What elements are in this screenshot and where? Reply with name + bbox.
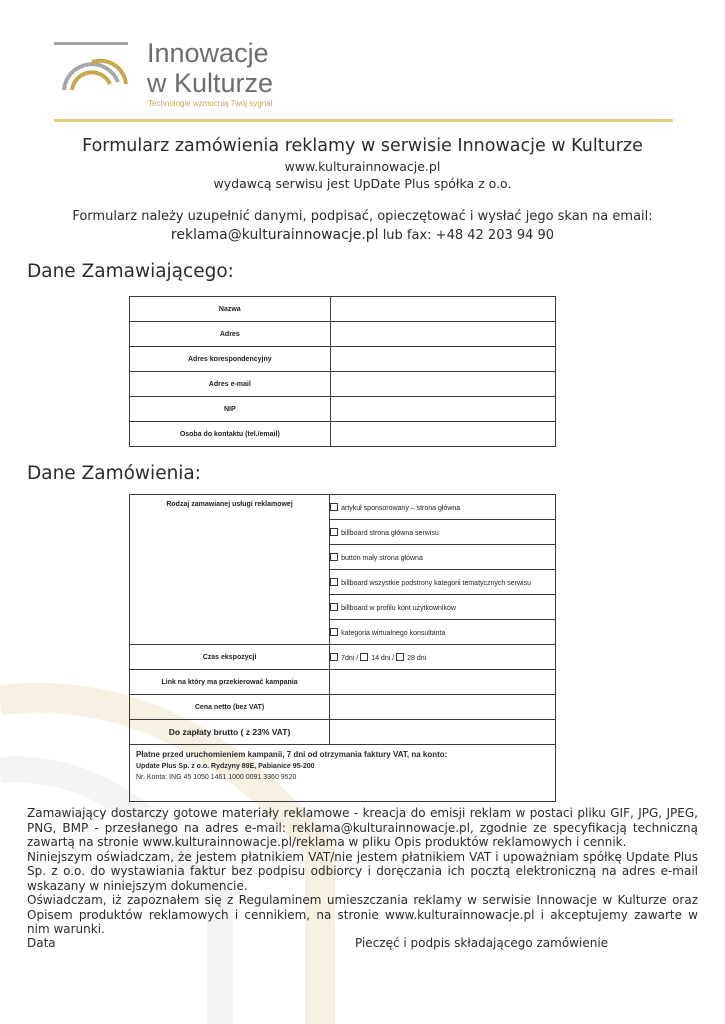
intro (0, 134, 725, 245)
net-price-field[interactable] (330, 695, 556, 720)
logo-tagline: Technologie wzmocnią Twój sygnał (148, 99, 273, 108)
document-title: Formularz zamówienia reklamy w serwisie Innowacje w Kulturze (82, 136, 643, 156)
customer-section-heading: Dane Zamawiającego: (27, 261, 234, 282)
instruction-text: Formularz należy uzupełnić danymi, podpisać, opieczętować i wysłać jego skan na email: (72, 209, 653, 224)
contact-fax: lub fax: +48 42 203 94 90 (378, 228, 555, 243)
checkbox-icon[interactable] (330, 603, 338, 611)
table-row (130, 695, 556, 720)
publisher-info: wydawcą serwisu jest UpDate Plus spółka z o.o. (213, 176, 512, 191)
gross-amount-label: Do zapłaty brutto ( z 23% VAT) (130, 720, 330, 745)
payment-info (130, 745, 556, 802)
correspondence-address-field[interactable] (330, 347, 555, 372)
checkbox-28-days-icon[interactable] (396, 653, 404, 661)
customer-table (129, 296, 556, 447)
table-row (130, 645, 556, 670)
option-billboard-subpages[interactable]: billboard wszystkie podstrony kategorii tematycznych serwisu (330, 570, 556, 595)
checkbox-14-days-icon[interactable] (360, 653, 368, 661)
checkbox-icon[interactable] (330, 553, 338, 561)
field-label-email: Adres e-mail (130, 372, 331, 397)
field-label-contact-person: Osoba do kontaktu (tel./email) (130, 422, 331, 447)
table-row (130, 422, 556, 447)
duration-label: Czas ekspozycji (130, 645, 330, 670)
signature-label: Pieczęć i podpis składającego zamówienie (355, 936, 609, 950)
option-billboard-home[interactable]: billboard strona główna serwisu (330, 520, 556, 545)
website-link[interactable]: www.kulturainnowacje.pl (284, 159, 441, 174)
checkbox-icon[interactable] (330, 528, 338, 536)
nip-field[interactable] (330, 397, 555, 422)
checkbox-icon[interactable] (330, 628, 338, 636)
option-small-button[interactable]: button mały strona główna (330, 545, 556, 570)
net-price-label: Cena netto (bez VAT) (130, 695, 330, 720)
payment-address: Update Plus Sp. z o.o. Rydzyny 89E, Pabianice 95-200 (136, 763, 315, 770)
terms-paragraph: Oświadczam, iż zapoznałem się z Regulaminem umieszczania reklamy w serwisie Innowacje w Kulturze oraz Opisem produktów reklamowych i cennikiem, na stronie www.kulturainnowacje.pl i akceptujemy zawarte w nim warunki. (27, 893, 698, 936)
field-label-address: Adres (130, 322, 331, 347)
payment-account: Nr. Konta: ING 45 1050 1461 1000 0091 3360 9520 (136, 774, 297, 781)
table-row (130, 372, 556, 397)
date-label: Data (27, 936, 56, 950)
materials-paragraph: Zamawiający dostarczy gotowe materiały reklamowe - kreacja do emisji reklam w postaci pliku GIF, JPG, JPEG, PNG, BMP - przesłanego na adres e-mail: reklama@kulturainnowacje.pl, zgodnie ze specyfikacją techniczną zawartą na stronie www.kulturainnowacje.pl/reklama w pliku Opis produktów reklamowych i cennik. (27, 806, 698, 849)
table-row (130, 745, 556, 802)
field-label-nip: NIP (130, 397, 331, 422)
name-field[interactable] (330, 297, 555, 322)
contact-person-field[interactable] (330, 422, 555, 447)
gross-amount-field[interactable] (330, 720, 556, 745)
table-row (130, 397, 556, 422)
table-row (130, 670, 556, 695)
table-row (130, 297, 556, 322)
logo-arc-icon (52, 38, 132, 98)
contact-email-link[interactable]: reklama@kulturainnowacje.pl (170, 227, 379, 243)
address-field[interactable] (330, 322, 555, 347)
header-divider (54, 119, 673, 122)
vat-paragraph: Niniejszym oświadczam, że jestem płatnikiem VAT/nie jestem płatnikiem VAT i upoważniam spółkę Update Plus Sp. z o.o. do wystawiania faktur bez podpisu odbiorcy i doręczania ich pocztą elektroniczną na adres e-mail wskazany w niniejszym dokumencie. (27, 849, 698, 893)
email-field[interactable] (330, 372, 555, 397)
order-table (129, 494, 556, 802)
duration-options: 7dni / 14 dni / 28 dni (330, 645, 556, 670)
contact-line (0, 226, 725, 245)
field-label-correspondence-address: Adres korespondencyjny (130, 347, 331, 372)
statement (27, 806, 698, 937)
logo (52, 38, 292, 118)
redirect-link-field[interactable] (330, 670, 556, 695)
redirect-link-label: Link na który ma przekierować kampania (130, 670, 330, 695)
checkbox-7-days-icon[interactable] (330, 653, 338, 661)
payment-title: Płatne przed uruchomieniem kampanii, 7 dni od otrzymania faktury VAT, na konto: (136, 750, 448, 759)
field-label-name: Nazwa (130, 297, 331, 322)
order-section-heading: Dane Zamówienia: (27, 463, 202, 484)
table-row (130, 495, 556, 520)
option-virtual-consultant[interactable]: kategoria wirtualnego konsultanta (330, 620, 556, 645)
option-billboard-profile[interactable]: billboard w profilu kont użytkowników (330, 595, 556, 620)
option-sponsored-article[interactable]: artykuł sponsorowany – strona główna (330, 495, 556, 520)
table-row (130, 720, 556, 745)
table-row (130, 347, 556, 372)
checkbox-icon[interactable] (330, 503, 338, 511)
logo-title: Innowacje w Kulturze (147, 38, 274, 98)
table-row (130, 322, 556, 347)
checkbox-icon[interactable] (330, 578, 338, 586)
service-type-label: Rodzaj zamawianej usługi reklamowej (130, 495, 330, 645)
